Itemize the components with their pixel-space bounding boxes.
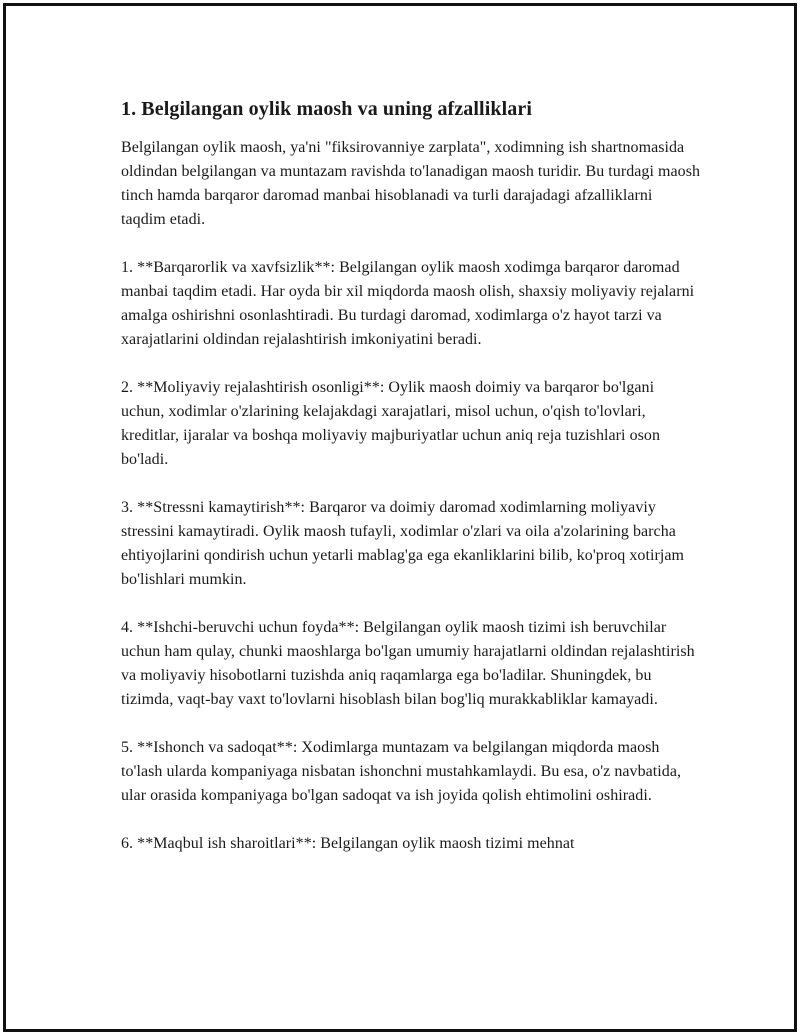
document-body [121, 96, 701, 880]
intro-paragraph: Belgilangan oylik maosh, ya'ni "fiksirovanniye zarplata", xodimning ish shartnomasida oldindan belgilangan va muntazam ravishda to'lanadigan maosh turidir. Bu turdagi maosh tinch hamda barqaror daromad manbai hisoblanadi va turli darajadagi afzalliklarni taqdim etadi. [121, 139, 701, 228]
paragraph-trust-loyalty: 5. **Ishonch va sadoqat**: Xodimlarga muntazam va belgilangan miqdorda maosh to'lash ularda kompaniyaga nisbatan ishonchni mustahkamlaydi. Bu esa, o'z navbatida, ular orasida kompaniyaga bo'lgan sadoqat va ish joyida qolish ehtimolini oshiradi. [121, 739, 682, 804]
paragraph-work-conditions: 6. **Maqbul ish sharoitlari**: Belgilangan oylik maosh tizimi mehnat [121, 835, 575, 852]
paragraph-stress-reduction: 3. **Stressni kamaytirish**: Barqaror va doimiy daromad xodimlarning moliyaviy stressini kamaytiradi. Oylik maosh tufayli, xodimlar o'zlari va oila a'zolarining barcha ehtiyojlarini qondirish uchun yetarli mablag'ga ega ekanliklarini bilib, ko'proq xotirjam bo'lishlari mumkin. [121, 499, 684, 588]
page-frame [3, 3, 797, 1032]
paragraph-stability: 1. **Barqarorlik va xavfsizlik**: Belgilangan oylik maosh xodimga barqaror daromad manbai taqdim etadi. Har oyda bir xil miqdorda maosh olish, shaxsiy moliyaviy rejalarni amalga oshirishni osonlashtiradi. Bu turdagi daromad, xodimlarga o'z hayot tarzi va xarajatlarini oldindan rejalashtirish imkoniyatini beradi. [121, 259, 695, 348]
document-title: 1. Belgilangan oylik maosh va uning afzalliklari [121, 98, 532, 120]
paragraph-financial-planning: 2. **Moliyaviy rejalashtirish osonligi**: Oylik maosh doimiy va barqaror bo'lgani uchun, xodimlar o'zlarining kelajakdagi xarajatlari, misol uchun, o'qish to'lovlari, kreditlar, ijaralar va boshqa moliyaviy majburiyatlar uchun aniq reja tuzishlari oson bo'ladi. [121, 379, 660, 468]
paragraph-employer-benefit: 4. **Ishchi-beruvchi uchun foyda**: Belgilangan oylik maosh tizimi ish beruvchilar uchun ham qulay, chunki maoshlarga bo'lgan umumiy harajatlarni oldindan rejalashtirish va moliyaviy hisobotlarni tuzishda aniq raqamlarga ega bo'ladilar. Shuningdek, bu tizimda, vaqt-bay vaxt to'lovlarni hisoblash bilan bog'liq murakkabliklar kamayadi. [121, 619, 695, 708]
